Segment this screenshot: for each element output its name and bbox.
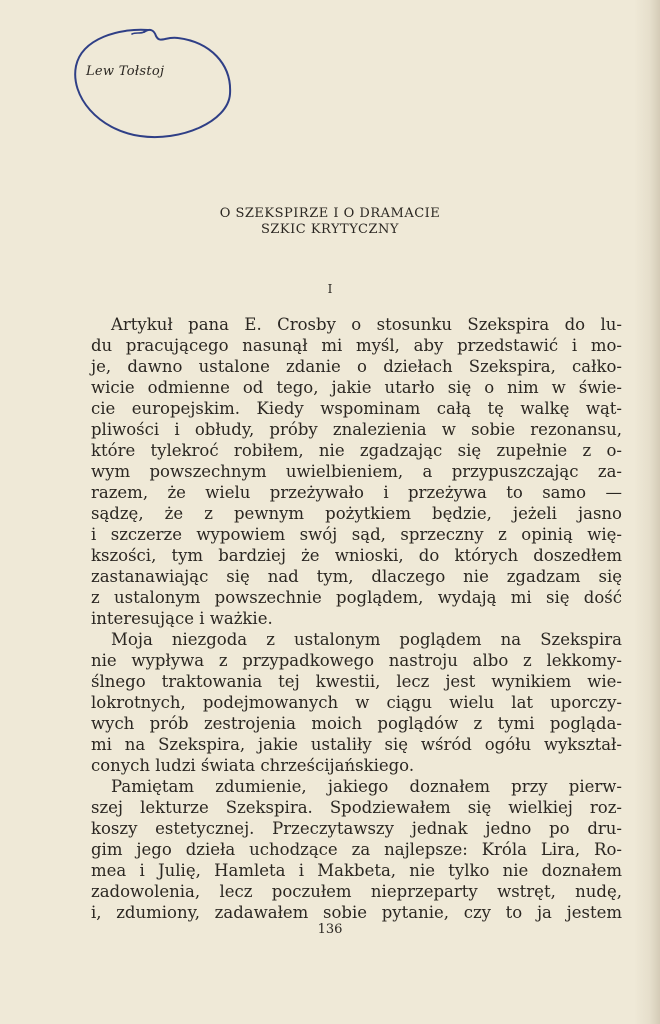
text-line: zadowolenia, lecz poczułem nieprzeparty wstręt, nudę, (91, 882, 622, 901)
text-line: lokrotnych, podejmowanych w ciągu wielu lat uporczy- (91, 693, 622, 712)
text-line: które tylekroć robiłem, nie zgadzając się zupełnie z o- (91, 441, 622, 460)
text-line: Artykuł pana E. Crosby o stosunku Szekspira do lu- (111, 315, 622, 334)
text-line: gim jego dzieła uchodzące za najlepsze: Króla Lira, Ro- (91, 840, 622, 859)
text-line: wicie odmienne od tego, jakie utarło się o nim w świe- (91, 378, 622, 397)
section-number: I (327, 282, 333, 296)
paragraph-1 (91, 314, 622, 629)
page-number: 136 (317, 922, 343, 937)
text-line: sądzę, że z pewnym pożytkiem będzie, jeżeli jasno (91, 504, 622, 523)
title-line-1: O SZEKSPIRZE I O DRAMACIE (219, 206, 441, 221)
body-text (91, 314, 622, 923)
text-line: kszości, tym bardziej że wnioski, do których doszedłem (91, 546, 622, 565)
text-line: interesujące i ważkie. (91, 609, 273, 628)
chapter-title (0, 206, 660, 238)
text-line: i szczerze wypowiem swój sąd, sprzeczny z opinią wię- (91, 525, 622, 544)
text-line: je, dawno ustalone zdanie o dziełach Szekspira, całko- (91, 357, 622, 376)
text-line: Pamiętam zdumienie, jakiego doznałem przy pierw- (111, 777, 622, 796)
text-line: z ustalonym powszechnie poglądem, wydają mi się dość (91, 588, 622, 607)
text-line: mea i Julię, Hamleta i Makbeta, nie tylko nie doznałem (91, 861, 622, 880)
text-line: cie europejskim. Kiedy wspominam całą tę walkę wąt- (91, 399, 622, 418)
text-line: zastanawiając się nad tym, dlaczego nie zgadzam się (91, 567, 622, 586)
text-line: Moja niezgoda z ustalonym poglądem na Szekspira (111, 630, 622, 649)
text-line: szej lekturze Szekspira. Spodziewałem się wielkiej roz- (91, 798, 622, 817)
title-line-2: SZKIC KRYTYCZNY (260, 222, 399, 237)
text-line: ślnego traktowania tej kwestii, lecz jest wynikiem wie- (91, 672, 622, 691)
text-line: razem, że wielu przeżywało i przeżywa to samo — (91, 483, 622, 502)
text-line: mi na Szekspira, jakie ustaliły się wśród ogółu wykształ- (91, 735, 622, 754)
paragraph-2 (91, 629, 622, 776)
text-line: conych ludzi świata chrześcijańskiego. (91, 756, 415, 775)
text-line: pliwości i obłudy, próby znalezienia w sobie rezonansu, (91, 420, 622, 439)
text-line: wym powszechnym uwielbieniem, a przypuszczając za- (91, 462, 622, 481)
text-line: nie wypływa z przypadkowego nastroju albo z lekkomy- (91, 651, 622, 670)
text-line: wych prób zestrojenia moich poglądów z tymi pogląda- (91, 714, 622, 733)
running-head: Lew Tołstoj (86, 64, 165, 79)
text-line: du pracującego nasunął mi myśl, aby przedstawić i mo- (91, 336, 622, 355)
text-line: i, zdumiony, zadawałem sobie pytanie, czy to ja jestem (91, 903, 622, 922)
text-line: koszy estetycznej. Przeczytawszy jednak jedno po dru- (91, 819, 622, 838)
pen-circle-mark (70, 22, 240, 152)
paragraph-3 (91, 776, 622, 923)
page-edge-shadow (634, 0, 660, 1024)
